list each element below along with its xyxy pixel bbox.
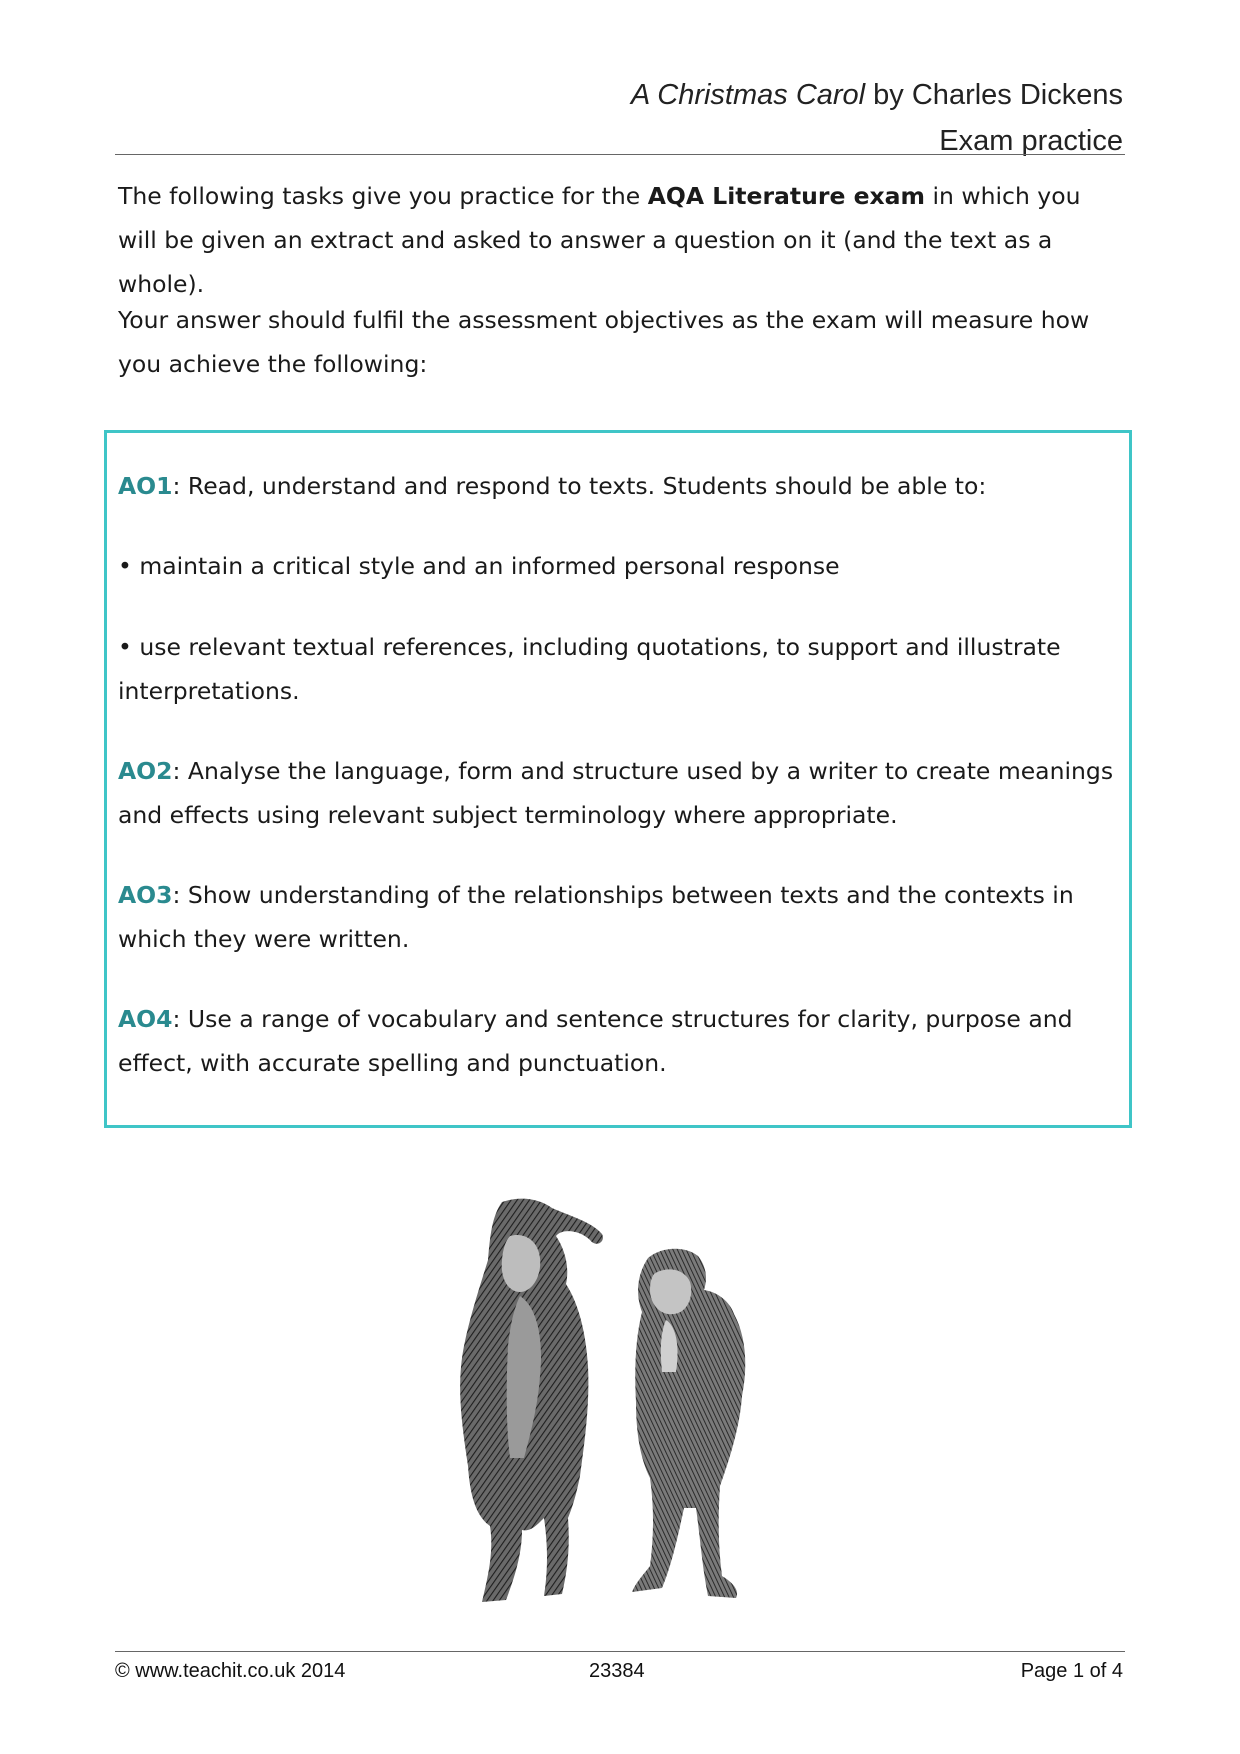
ao2-text: : Analyse the language, form and structure used by a writer to create meanings and effects using relevant subject terminology where appropriate. bbox=[118, 757, 1114, 829]
footer-page-number: Page 1 of 4 bbox=[1020, 1660, 1123, 1682]
ao4-paragraph bbox=[118, 997, 1118, 1085]
author-text: by Charles Dickens bbox=[865, 79, 1123, 111]
header-divider bbox=[115, 154, 1125, 155]
document-subtitle: Exam practice bbox=[939, 125, 1123, 157]
footer-copyright: © www.teachit.co.uk 2014 bbox=[115, 1660, 346, 1682]
intro-paragraph-2: Your answer should fulfil the assessment objectives as the exam will measure how you achieve the following: bbox=[118, 306, 1090, 378]
book-title: A Christmas Carol bbox=[630, 79, 866, 111]
ao1-label: AO1 bbox=[118, 472, 173, 500]
document-title bbox=[115, 72, 1123, 118]
girl-figure bbox=[460, 1199, 603, 1602]
ao1-bullet-1: • maintain a critical style and an informed personal response bbox=[118, 552, 840, 580]
page-footer bbox=[115, 1656, 1123, 1686]
footer-divider bbox=[115, 1651, 1125, 1652]
intro-text: The following tasks give you practice for the bbox=[118, 182, 648, 210]
ao3-label: AO3 bbox=[118, 881, 173, 909]
ragged-children-illustration bbox=[440, 1196, 800, 1606]
ao3-paragraph bbox=[118, 873, 1118, 961]
intro-text-cont: in which you will be given an extract and asked to answer a question on it (and the text as a whole). bbox=[118, 182, 1081, 298]
ao1-text: : Read, understand and respond to texts. Students should be able to: bbox=[172, 472, 987, 500]
ao3-text: : Show understanding of the relationships between texts and the contexts in which they were written. bbox=[118, 881, 1074, 953]
ao2-label: AO2 bbox=[118, 757, 173, 785]
ao4-text: : Use a range of vocabulary and sentence structures for clarity, purpose and effect, with accurate spelling and punctuation. bbox=[118, 1005, 1073, 1077]
footer-resource-code: 23384 bbox=[589, 1660, 645, 1682]
page-header bbox=[115, 72, 1123, 164]
exam-name: AQA Literature exam bbox=[647, 182, 926, 210]
boy-figure bbox=[632, 1249, 745, 1598]
ao2-paragraph bbox=[118, 749, 1118, 837]
intro-paragraph-1 bbox=[118, 174, 1118, 306]
ao1-paragraph bbox=[118, 464, 1118, 508]
ao1-bullet-2: • use relevant textual references, including quotations, to support and illustrate interpretations. bbox=[118, 633, 1061, 705]
ao4-label: AO4 bbox=[118, 1005, 173, 1033]
